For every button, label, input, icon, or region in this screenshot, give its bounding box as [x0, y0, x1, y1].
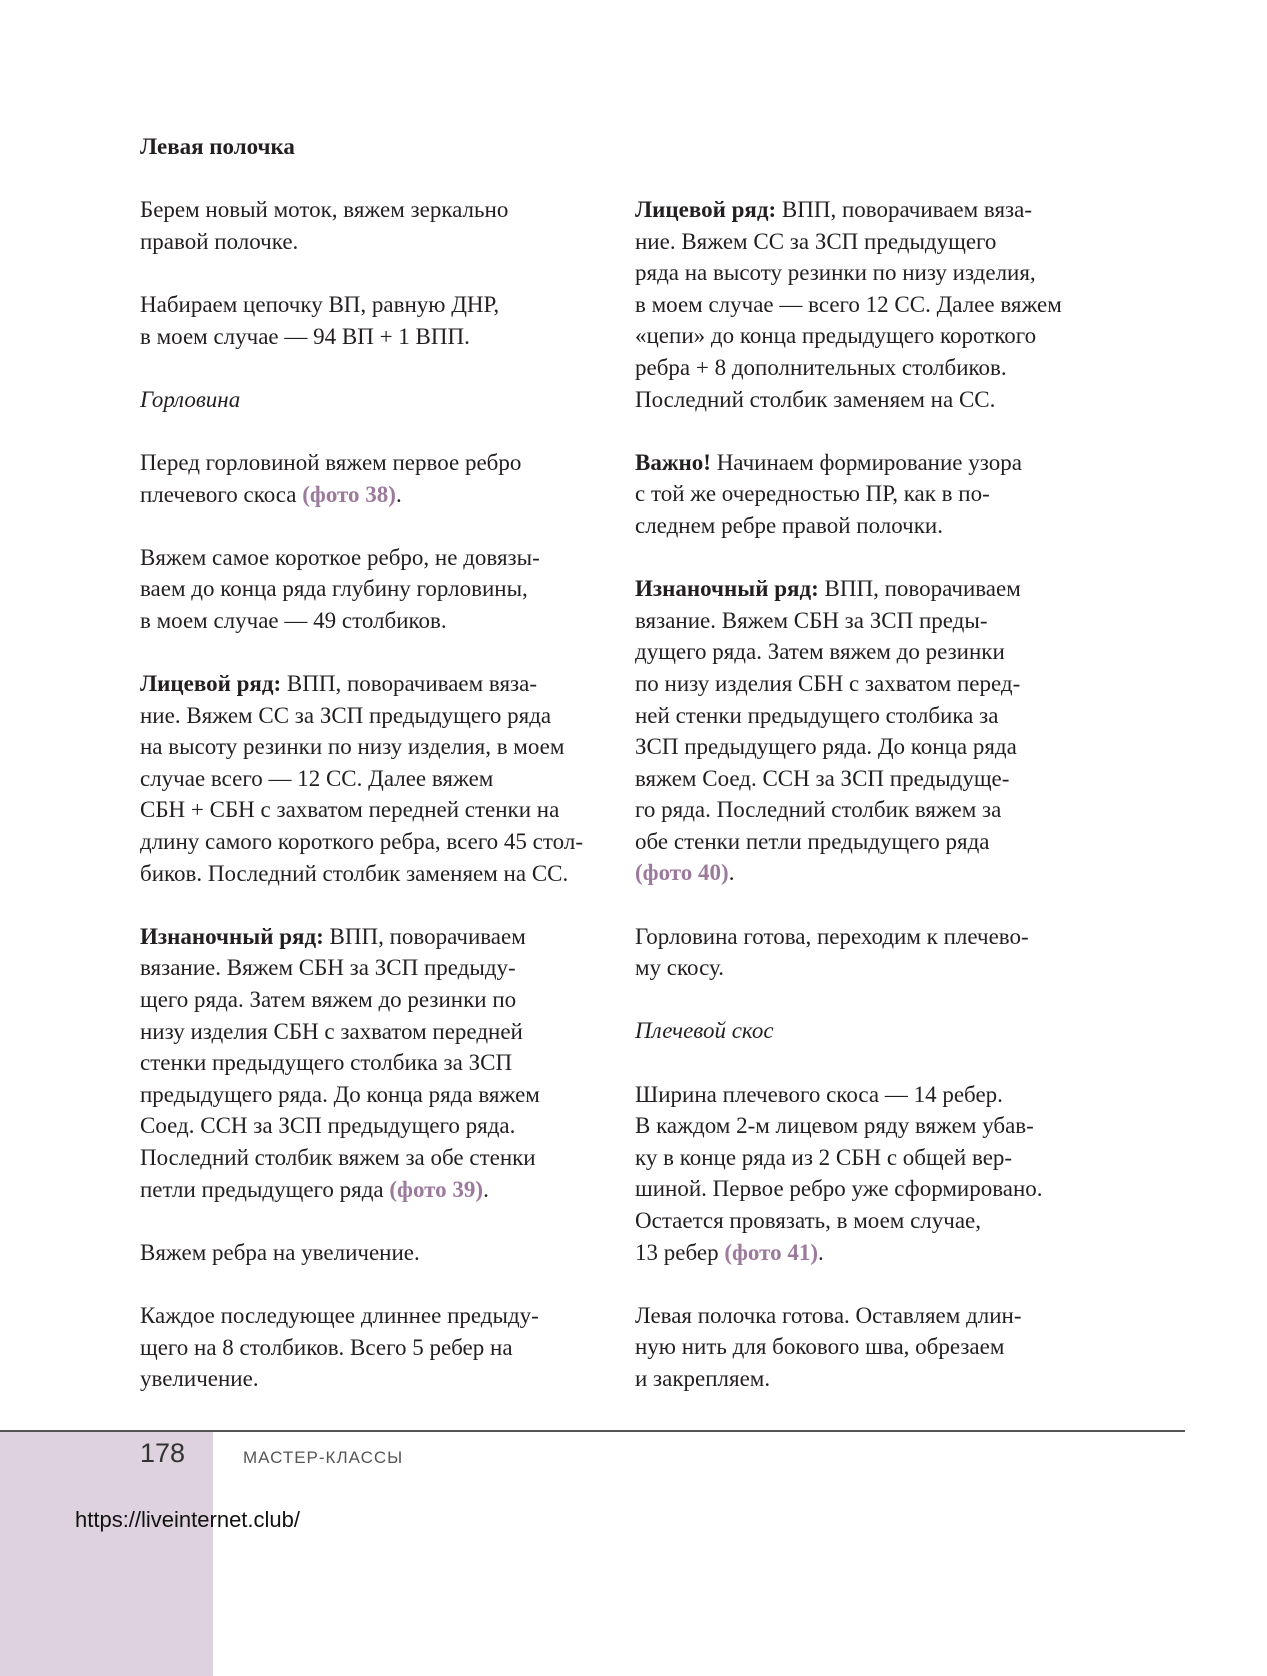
- text-segment: длину самого короткого ребра, всего 45 стол-: [140, 829, 583, 855]
- text-segment: .: [395, 481, 402, 507]
- text-line: [635, 573, 1105, 605]
- text-line: [140, 226, 610, 258]
- text-line: [140, 1079, 610, 1111]
- paragraph: [635, 1300, 1105, 1395]
- text-line: [635, 668, 1105, 700]
- paragraph: [635, 194, 1105, 415]
- text-segment: ку в конце ряда из 2 СБН с общей вер-: [635, 1144, 1013, 1170]
- text-segment: Перед горловиной вяжем первое ребро: [140, 449, 522, 475]
- text-line: [140, 952, 610, 984]
- text-segment: ние. Вяжем СС за ЗСП предыдущего ряда: [140, 702, 552, 728]
- text-segment: и закрепляем.: [635, 1365, 771, 1391]
- text-line: [635, 794, 1105, 826]
- paragraph: [140, 1300, 610, 1395]
- photo-reference-link[interactable]: (фото 41): [724, 1239, 819, 1265]
- paragraph: [140, 447, 610, 510]
- text-segment: Соед. ССН за ЗСП предыдущего ряда.: [140, 1113, 516, 1139]
- page-heading: [140, 131, 610, 163]
- text-segment: Берем новый моток, вяжем зеркально: [140, 197, 509, 223]
- paragraph: [140, 289, 610, 352]
- text-segment: вязание. Вяжем СБН за ЗСП преды-: [635, 607, 988, 633]
- text-line: [635, 384, 1105, 416]
- text-line: [140, 573, 610, 605]
- text-segment: Каждое последующее длиннее предыду-: [140, 1302, 539, 1328]
- paragraph: [635, 447, 1105, 542]
- text-line: [140, 447, 610, 479]
- text-segment: по низу изделия СБН с захватом перед-: [635, 670, 1021, 696]
- text-line: [635, 763, 1105, 795]
- text-line: [140, 479, 610, 511]
- text-segment: щего ряда. Затем вяжем до резинки по: [140, 987, 517, 1013]
- text-segment: му скосу.: [635, 955, 724, 981]
- text-line: [635, 447, 1105, 479]
- text-line: [635, 1142, 1105, 1174]
- paragraph: [140, 1237, 610, 1269]
- text-segment: случае всего — 12 СС. Далее вяжем: [140, 765, 494, 791]
- paragraph: [140, 668, 610, 889]
- text-segment: в моем случае — 94 ВП + 1 ВПП.: [140, 323, 470, 349]
- text-segment: .: [483, 1176, 489, 1202]
- text-segment: Начинаем формирование узора: [710, 449, 1022, 475]
- text-line: [635, 257, 1105, 289]
- text-segment: Последний столбик вяжем за обе стенки: [140, 1145, 536, 1170]
- paragraph: [140, 921, 610, 1205]
- text-segment: в моем случае — всего 12 СС. Далее вяжем: [635, 291, 1062, 317]
- photo-reference-link[interactable]: (фото 39): [389, 1176, 484, 1202]
- text-line: [635, 700, 1105, 732]
- text-segment: ние. Вяжем СС за ЗСП предыдущего: [635, 228, 997, 254]
- left-column: [140, 131, 610, 1426]
- text-segment: Левая полочка готова. Оставляем длин-: [635, 1302, 1022, 1328]
- text-line: [140, 542, 610, 574]
- text-line: [635, 731, 1105, 763]
- text-segment: ВПП, поворачиваем вяза-: [281, 671, 538, 697]
- text-segment: ней стенки предыдущего столбика за: [635, 702, 999, 728]
- paragraph: [635, 1079, 1105, 1269]
- text-line: [140, 1047, 610, 1079]
- text-segment: Остается провязать, в моем случае,: [635, 1208, 981, 1233]
- text-line: [635, 826, 1105, 858]
- text-segment: Вяжем ребра на увеличение.: [140, 1239, 420, 1265]
- text-line: [635, 952, 1105, 984]
- text-line: [635, 1331, 1105, 1363]
- text-line: [140, 921, 610, 953]
- text-segment: «цепи» до конца предыдущего короткого: [635, 323, 1037, 349]
- text-segment: биков. Последний столбик заменяем на СС.: [140, 860, 569, 886]
- text-segment: Вяжем самое короткое ребро, не довязы-: [140, 544, 540, 570]
- text-line: [140, 1332, 610, 1364]
- text-line: [140, 321, 610, 353]
- page-number: 178: [140, 1438, 186, 1468]
- text-segment: низу изделия СБН с захватом передней: [140, 1018, 523, 1044]
- text-line: [140, 668, 610, 700]
- text-line: [140, 794, 610, 826]
- text-segment: дущего ряда. Затем вяжем до резинки: [635, 639, 1005, 665]
- text-segment: стенки предыдущего столбика за ЗСП: [140, 1050, 513, 1076]
- paragraph: [635, 921, 1105, 984]
- text-line: [140, 289, 610, 321]
- text-segment: ную нить для бокового шва, обрезаем: [635, 1334, 1005, 1360]
- text-line: [140, 731, 610, 763]
- text-line: [635, 1205, 1105, 1237]
- text-line: [635, 1110, 1105, 1142]
- text-segment: 13 ребер: [635, 1239, 725, 1265]
- text-line: [635, 636, 1105, 668]
- subheading: Плечевой скос: [635, 1018, 774, 1044]
- text-line: [635, 857, 1105, 889]
- text-line: [140, 858, 610, 890]
- text-segment: правой полочке.: [140, 228, 299, 254]
- text-segment: петли предыдущего ряда: [140, 1176, 390, 1202]
- paragraph: [140, 384, 610, 416]
- subheading: Горловина: [140, 386, 241, 412]
- text-segment: ВПП, поворачиваем: [818, 576, 1021, 602]
- text-segment: Горловина готова, переходим к плечево-: [635, 923, 1029, 949]
- text-segment: ваем до конца ряда глубину горловины,: [140, 576, 528, 602]
- text-segment: предыдущего ряда. До конца ряда вяжем: [140, 1081, 540, 1107]
- text-segment: в моем случае — 49 столбиков.: [140, 607, 447, 633]
- text-line: [635, 605, 1105, 637]
- text-segment: СБН + СБН с захватом передней стенки на: [140, 797, 560, 823]
- text-line: [635, 1015, 1105, 1047]
- text-line: [140, 763, 610, 795]
- text-segment: ряда на высоту резинки по низу изделия,: [635, 260, 1036, 286]
- bold-lead: Левая полочка: [140, 134, 295, 159]
- text-segment: .: [728, 860, 735, 886]
- text-line: [140, 194, 610, 226]
- text-segment: вязание. Вяжем СБН за ЗСП предыду-: [140, 955, 516, 981]
- text-segment: шиной. Первое ребро уже сформировано.: [635, 1176, 1043, 1202]
- text-line: [635, 1237, 1105, 1269]
- text-segment: ЗСП предыдущего ряда. До конца ряда: [635, 734, 1017, 760]
- text-line: [140, 984, 610, 1016]
- text-segment: ВПП, поворачиваем вяза-: [776, 197, 1033, 222]
- text-line: [635, 194, 1105, 226]
- section-title: МАСТЕР-КЛАССЫ: [243, 1448, 404, 1467]
- text-segment: Последний столбик заменяем на СС.: [635, 386, 996, 412]
- text-segment: следнем ребре правой полочки.: [635, 512, 943, 538]
- text-line: [140, 1300, 610, 1332]
- text-segment: ребра + 8 дополнительных столбиков.: [635, 354, 1007, 380]
- text-segment: плечевого скоса: [140, 481, 303, 507]
- text-segment: вяжем Соед. ССН за ЗСП предыдуще-: [635, 765, 1010, 791]
- paragraph: [635, 573, 1105, 889]
- watermark-url[interactable]: https://liveinternet.club/: [75, 1507, 301, 1532]
- text-line: [140, 605, 610, 637]
- text-segment: го ряда. Последний столбик вяжем за: [635, 797, 1002, 823]
- text-segment: щего на 8 столбиков. Всего 5 ребер на: [140, 1334, 513, 1360]
- text-segment: Набираем цепочку ВП, равную ДНР,: [140, 291, 500, 317]
- paragraph: [140, 194, 610, 257]
- text-line: [635, 1363, 1105, 1395]
- bold-lead: Лицевой ряд:: [140, 671, 282, 697]
- text-line: [635, 320, 1105, 352]
- text-line: [140, 1142, 610, 1174]
- text-segment: на высоту резинки по низу изделия, в моем: [140, 734, 565, 760]
- text-line: [140, 1016, 610, 1048]
- text-line: [635, 226, 1105, 258]
- text-segment: с той же очередностью ПР, как в по-: [635, 481, 990, 507]
- text-segment: увеличение.: [140, 1366, 259, 1392]
- text-segment: В каждом 2-м лицевом ряду вяжем убав-: [635, 1113, 1034, 1139]
- text-line: [140, 384, 610, 416]
- text-line: [140, 1237, 610, 1269]
- text-segment: обе стенки петли предыдущего ряда: [635, 828, 990, 854]
- photo-reference-link[interactable]: (фото 40): [635, 860, 729, 886]
- paragraph: [140, 542, 610, 637]
- bold-lead: Важно!: [635, 449, 711, 475]
- text-line: [635, 1300, 1105, 1332]
- text-line: [140, 826, 610, 858]
- bold-lead: Лицевой ряд:: [635, 197, 777, 222]
- text-line: [140, 1110, 610, 1142]
- paragraph: [635, 1015, 1105, 1047]
- bold-lead: Изнаночный ряд:: [140, 923, 324, 949]
- text-line: [635, 352, 1105, 384]
- text-line: [635, 1173, 1105, 1205]
- text-line: [635, 1079, 1105, 1111]
- text-line: [635, 478, 1105, 510]
- text-line: [140, 1363, 610, 1395]
- text-line: [635, 921, 1105, 953]
- text-segment: .: [818, 1239, 824, 1265]
- text-line: [140, 131, 610, 163]
- right-column: [635, 194, 1105, 1426]
- text-line: [635, 510, 1105, 542]
- text-segment: ВПП, поворачиваем: [323, 923, 526, 949]
- text-line: [140, 700, 610, 732]
- photo-reference-link[interactable]: (фото 38): [302, 481, 396, 507]
- text-segment: Ширина плечевого скоса — 14 ребер.: [635, 1081, 1003, 1107]
- bold-lead: Изнаночный ряд:: [635, 576, 819, 602]
- text-line: [140, 1174, 610, 1206]
- text-line: [635, 289, 1105, 321]
